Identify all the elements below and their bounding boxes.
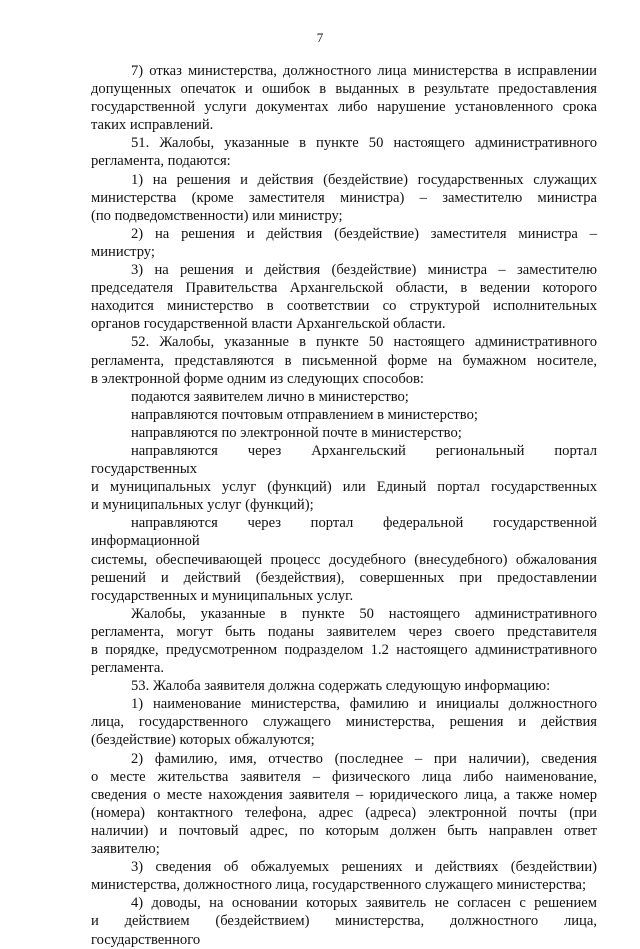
- page-number: 7: [316, 30, 324, 45]
- paragraph: [91, 695, 597, 749]
- paragraph: подаются заявителем лично в министерство;: [131, 388, 409, 405]
- text-line: в порядке, предусмотренном подразделом 1.2 настоящего административного: [91, 642, 597, 658]
- text-line: таких исправлений.: [91, 117, 214, 134]
- paragraph: [91, 62, 597, 134]
- text-line: 4) доводы, на основании которых заявитель не согласен с решением: [131, 895, 597, 912]
- text-line: 3) сведения об обжалуемых решениях и действиях (бездействии): [131, 859, 597, 876]
- text-line: 53. Жалоба заявителя должна содержать следующую информацию:: [131, 678, 551, 695]
- text-line: 3) на решения и действия (бездействие) министра – заместителю: [131, 262, 597, 279]
- text-line: 1) наименование министерства, фамилию и инициалы должностного: [131, 696, 597, 713]
- text-line: регламента.: [91, 660, 164, 677]
- paragraph: [91, 134, 597, 170]
- text-line: 51. Жалобы, указанные в пункте 50 настоящего административного: [131, 135, 597, 152]
- paragraph: направляются почтовым отправлением в министерство;: [131, 406, 478, 423]
- paragraph: [91, 894, 597, 948]
- text-line: государственной услуги документах либо нарушение установленного срока: [91, 99, 597, 116]
- text-line: регламента, подаются:: [91, 153, 231, 170]
- text-line: председателя Правительства Архангельской области, в ведении которого: [91, 280, 597, 297]
- paragraph: [91, 171, 597, 225]
- text-line: сведения о месте нахождения заявителя – юридического лица, а также номер: [91, 786, 597, 803]
- paragraph: [91, 677, 597, 695]
- text-line: допущенных опечаток и ошибок в выданных в результате предоставления: [91, 81, 597, 98]
- text-line: и муниципальных услуг (функций);: [91, 497, 314, 514]
- paragraph: [91, 750, 597, 859]
- paragraph: [91, 333, 597, 387]
- text-line: министерства, должностного лица, государственного служащего министерства;: [91, 877, 587, 894]
- text-line: и действием (бездействием) министерства, должностного лица, государственного: [91, 913, 597, 948]
- text-line: направляются через Архангельский региональный портал государственных: [91, 442, 597, 478]
- text-line: в электронной форме одним из следующих способов:: [91, 370, 424, 387]
- text-line: лица, государственного служащего министерства, решения и действия: [91, 714, 597, 731]
- text-line: Жалобы, указанные в пункте 50 настоящего административного: [131, 605, 597, 622]
- text-line: о месте жительства заявителя – физического лица либо наименование,: [91, 768, 597, 785]
- text-line: заявителю;: [91, 841, 160, 858]
- paragraph: [91, 261, 597, 333]
- paragraph: [91, 442, 597, 514]
- paragraph: [91, 858, 597, 894]
- text-line: (по подведомственности) или министру;: [91, 207, 343, 224]
- text-line: 1) на решения и действия (бездействие) государственных служащих: [131, 171, 597, 188]
- text-line: (бездействие) которых обжалуются;: [91, 732, 315, 749]
- text-line: направляются через портал федеральной государственной информационной: [91, 515, 597, 550]
- text-line: решений и действий (бездействия), совершенных при предоставлении: [91, 569, 597, 586]
- document-body: [91, 62, 597, 949]
- text-line: наличии) и почтовый адрес, по которым должен быть направлен ответ: [91, 822, 597, 839]
- text-line: министерства (кроме заместителя министра) – заместителю министра: [91, 189, 597, 206]
- text-line: находится министерство в соответствии со структурой исполнительных: [91, 298, 597, 315]
- paragraph: [91, 225, 597, 261]
- text-line: 2) на решения и действия (бездействие) заместителя министра – министру;: [91, 225, 597, 260]
- text-line: регламента, представляются в письменной форме на бумажном носителе,: [91, 352, 597, 369]
- text-line: и муниципальных услуг (функций) или Единый портал государственных: [91, 479, 597, 496]
- text-line: системы, обеспечивающей процесс досудебного (внесудебного) обжалования: [91, 551, 597, 568]
- text-line: (номера) контактного телефона, адрес (адреса) электронной почты (при: [91, 804, 597, 821]
- text-line: регламента, могут быть поданы заявителем через своего представителя: [91, 623, 597, 640]
- paragraph: [91, 605, 597, 677]
- text-line: государственных и муниципальных услуг.: [91, 587, 354, 604]
- text-line: 2) фамилию, имя, отчество (последнее – при наличии), сведения: [131, 750, 597, 767]
- text-line: органов государственной власти Архангельской области.: [91, 316, 446, 333]
- text-line: 7) отказ министерства, должностного лица министерства в исправлении: [131, 63, 597, 79]
- text-line: 52. Жалобы, указанные в пункте 50 настоящего административного: [131, 334, 597, 351]
- paragraph: направляются по электронной почте в министерство;: [131, 424, 462, 441]
- paragraph: [91, 514, 597, 604]
